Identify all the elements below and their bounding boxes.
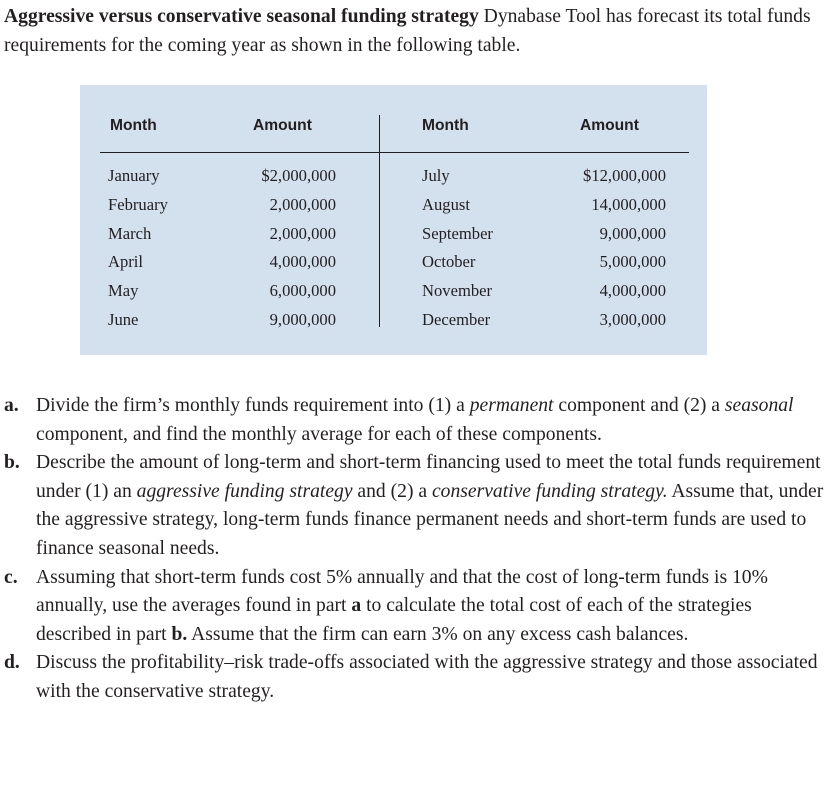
table-cell-month: July — [422, 166, 450, 185]
question-text: component and (2) a — [553, 395, 725, 416]
table-cell-month: April — [108, 252, 144, 272]
question-emphasis: conservative funding strategy. — [431, 480, 668, 502]
table-cell-amount: 2,000,000 — [269, 194, 336, 214]
question-b — [4, 449, 826, 563]
table-cell-month: May — [108, 281, 139, 301]
problem-intro-text: Dynabase Tool has forecast its total funds requirements for the coming year as shown in the following table. — [4, 6, 811, 56]
question-text: Assuming that short-term funds cost 5% annually and that the cost of long-term funds is 10% annually, use the averages found in part — [36, 566, 768, 617]
funds-requirements-table — [80, 85, 707, 355]
table-cell-amount: 5,000,000 — [599, 252, 666, 272]
table-cell-amount: $12,000,000 — [583, 166, 666, 185]
question-part-ref: a — [351, 595, 362, 617]
header-amount-right: Amount — [580, 117, 639, 134]
question-text: and (2) a — [352, 480, 432, 502]
question-part-ref: b. — [171, 623, 188, 645]
question-text: Assume that, under the aggressive strategy, long-term funds finance permanent needs and short-term funds are used to finance seasonal needs. — [36, 480, 824, 559]
table-vertical-divider — [379, 115, 380, 327]
question-label: a. — [4, 395, 19, 416]
question-c — [4, 564, 826, 650]
question-text: component, and find the monthly average for each of these components. — [36, 423, 602, 445]
header-month-left: Month — [110, 117, 157, 134]
table-cell-amount: 6,000,000 — [269, 281, 336, 301]
table-cell-month: November — [422, 281, 493, 301]
table-cell-amount: 3,000,000 — [599, 309, 666, 329]
left-month-column — [108, 162, 168, 335]
table-cell-amount: 9,000,000 — [269, 309, 336, 329]
table-cell-month: January — [108, 166, 160, 185]
question-text: Describe the amount of long-term and short-term financing used to meet the total funds requirement under (1) an — [36, 452, 821, 502]
table-cell-amount: $2,000,000 — [261, 166, 336, 185]
question-a — [4, 392, 826, 449]
question-label: b. — [4, 452, 20, 474]
question-label: c. — [4, 566, 18, 588]
question-d — [4, 649, 826, 706]
table-cell-month: March — [108, 223, 152, 243]
table-header-divider — [100, 152, 689, 153]
question-emphasis: permanent — [469, 395, 554, 416]
table-cell-month: August — [422, 194, 470, 214]
table-cell-month: June — [108, 309, 139, 329]
table-cell-month: February — [108, 194, 168, 214]
table-cell-amount: 9,000,000 — [599, 223, 666, 243]
question-emphasis: seasonal — [724, 395, 794, 416]
left-amount-column — [230, 162, 336, 335]
table-cell-amount: 4,000,000 — [269, 252, 336, 272]
header-month-right: Month — [422, 117, 469, 134]
question-label: d. — [4, 652, 20, 674]
question-text: Assume that the firm can earn 3% on any excess cash balances. — [187, 623, 689, 645]
table-cell-month: September — [422, 223, 493, 243]
problem-intro — [4, 2, 826, 60]
question-text: to calculate the total cost of each of the strategies described in part — [36, 595, 752, 645]
table-cell-amount: 2,000,000 — [269, 223, 336, 243]
question-list — [4, 392, 826, 707]
problem-title: Aggressive versus conservative seasonal funding strategy — [4, 6, 479, 27]
table-cell-month: October — [422, 252, 476, 272]
table-cell-month: December — [422, 309, 491, 329]
right-month-column — [422, 162, 493, 335]
header-amount-left: Amount — [253, 117, 312, 134]
question-text: Divide the firm’s monthly funds requirement into (1) a — [36, 395, 470, 416]
table-cell-amount: 4,000,000 — [599, 281, 666, 301]
question-text: Discuss the profitability–risk trade-offs associated with the aggressive strategy and those associated with the conservative strategy. — [36, 652, 818, 702]
question-emphasis: aggressive funding strategy — [136, 480, 353, 502]
right-amount-column — [550, 162, 666, 335]
table-cell-amount: 14,000,000 — [591, 194, 666, 214]
